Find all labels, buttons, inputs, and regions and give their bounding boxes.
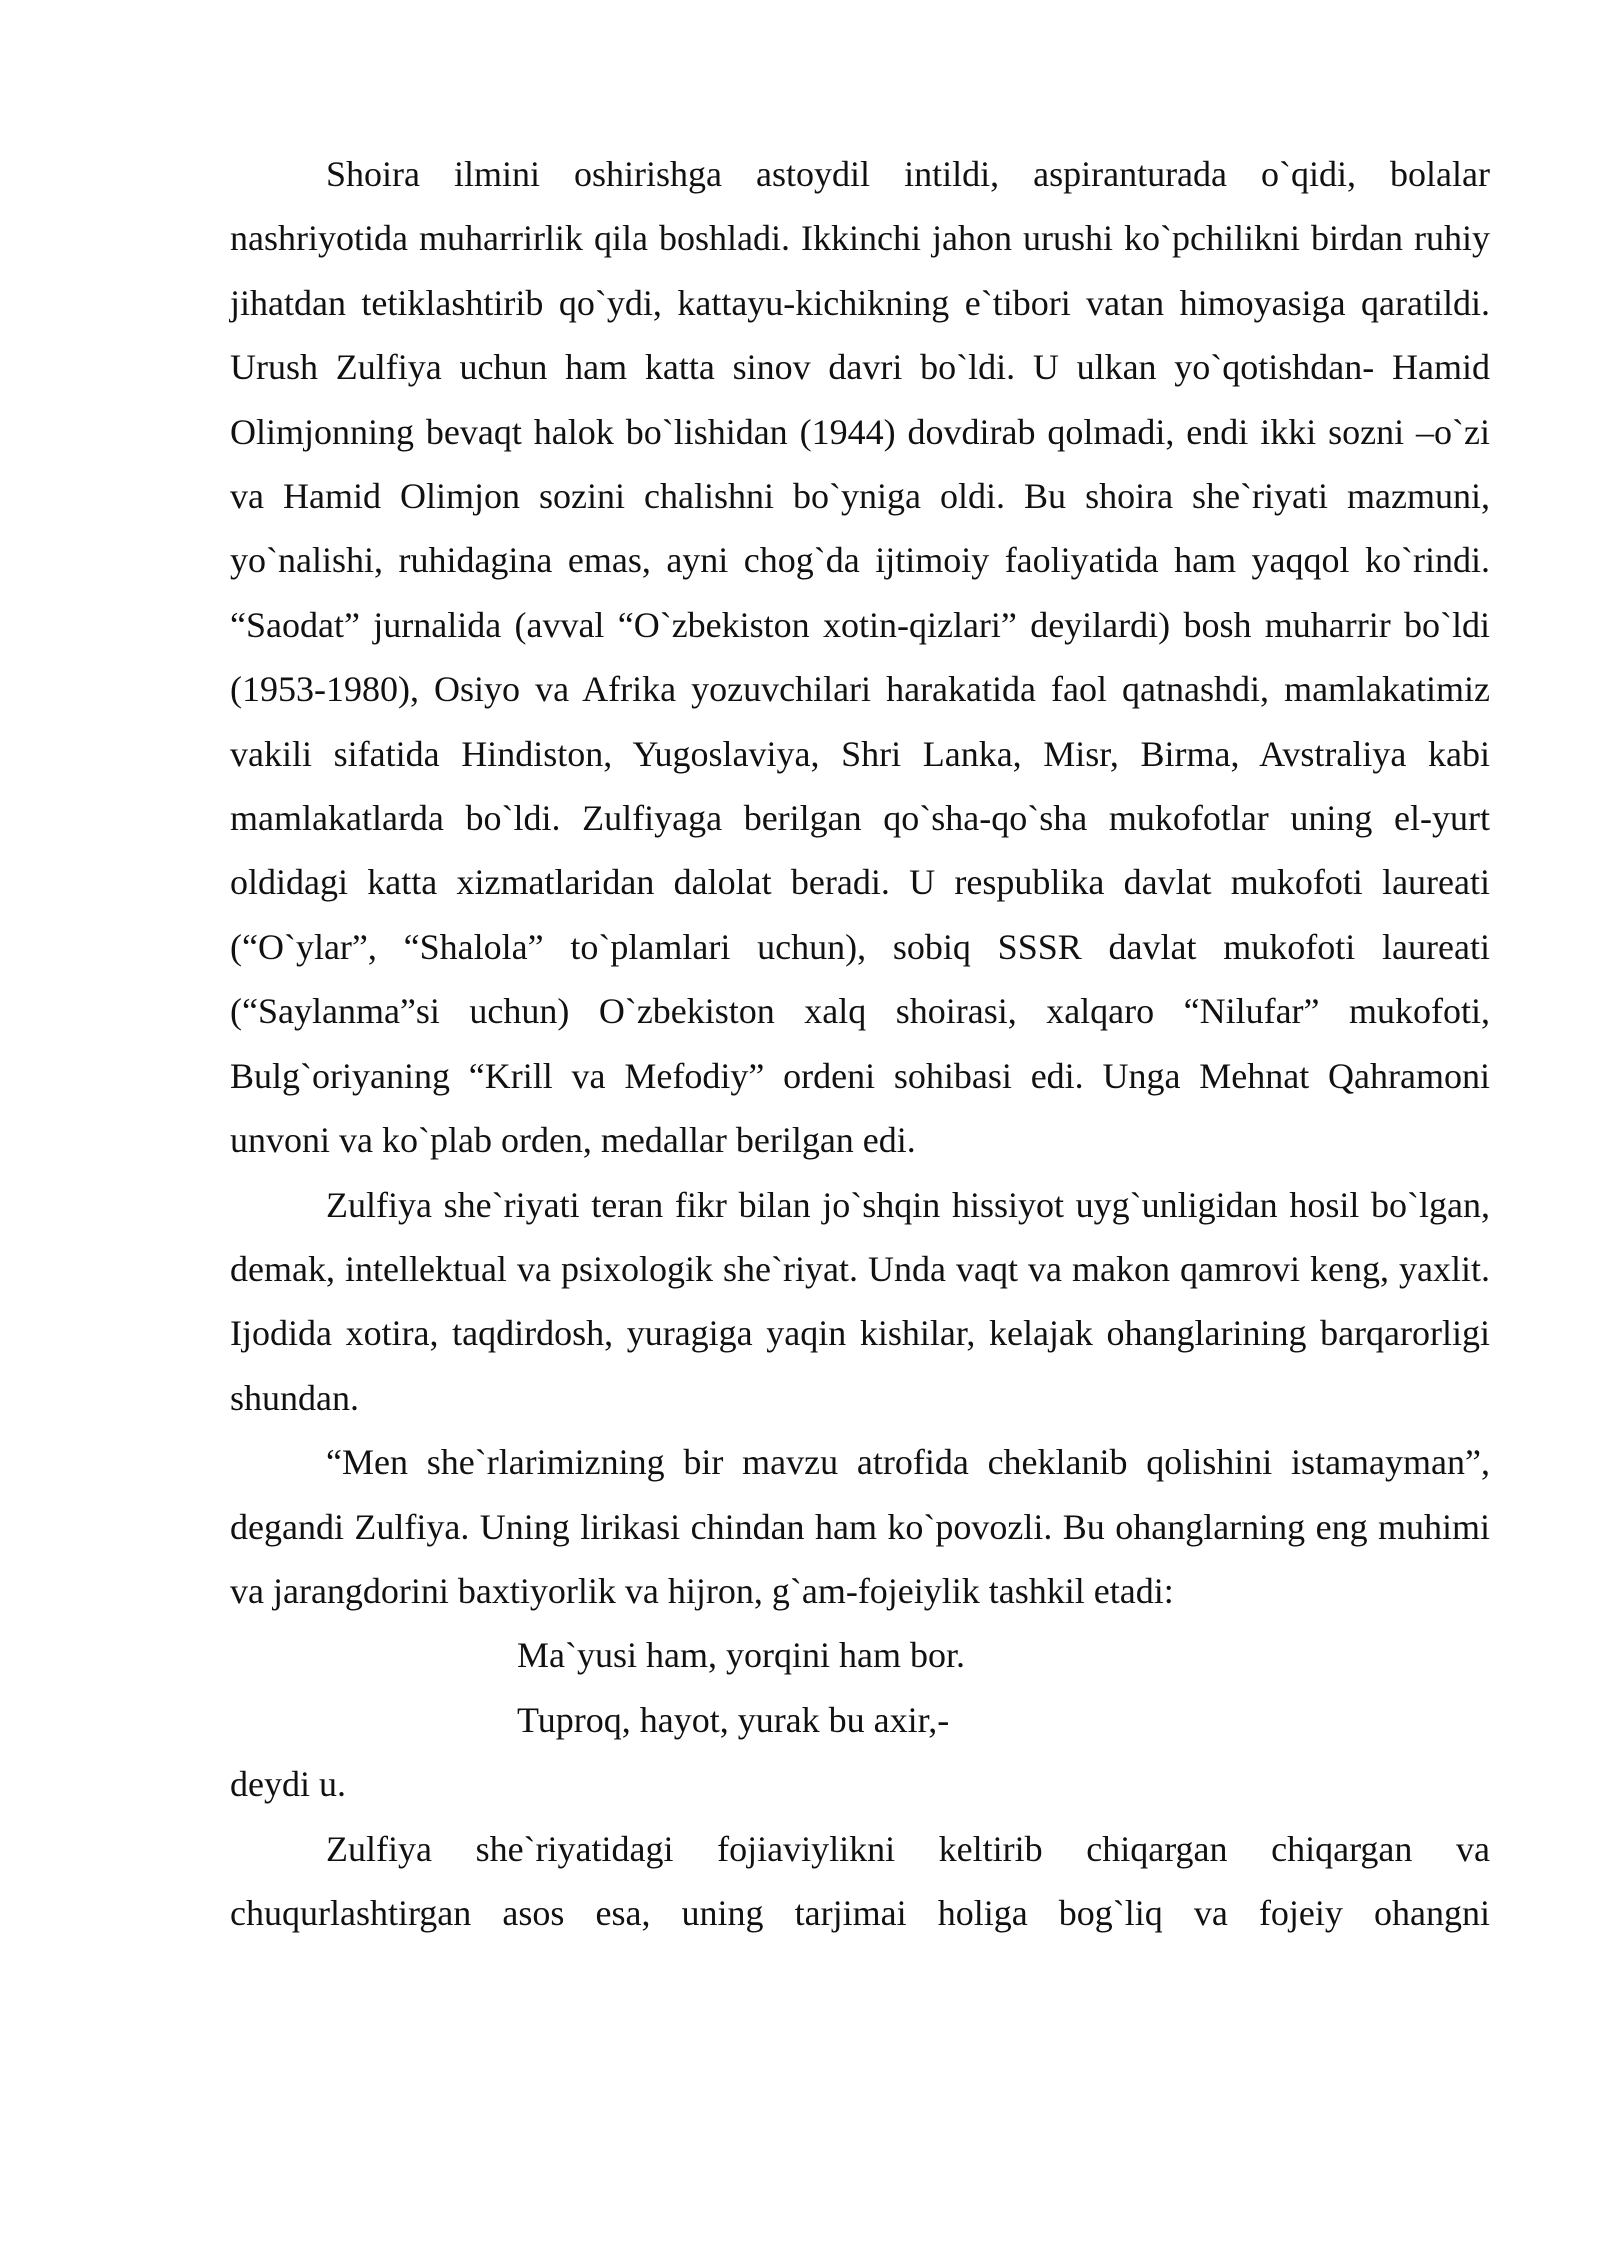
paragraph-quote: “Men she`rlarimizning bir mavzu atrofida cheklanib qolishini istamayman”, degandi Zulfiya. Uning lirikasi chindan ham ko`povozli. Bu ohanglarning eng muhimi va jarangdorini baxtiyorlik va hijron, g`am-fojeiylik tashkil etadi: [230, 1442, 1490, 1611]
verse-line-2: Tuproq, hayot, yurak bu axir,- [517, 1699, 950, 1740]
paragraph-continuation: deydi u. [230, 1764, 346, 1805]
paragraph-biography: Shoira ilmini oshirishga astoydil intildi, aspiranturada o`qidi, bolalar nashriyotida muharrirlik qila boshladi. Ikkinchi jahon urushi ko`pchilikni birdan ruhiy jihatdan tetiklashtirib qo`ydi, kattayu-kichikning e`tibori vatan himoyasiga qaratildi. Urush Zulfiya uchun ham katta sinov davri bo`ldi. U ulkan yo`qotishdan- Hamid Olimjonning bevaqt halok bo`lishidan (1944) dovdirab qolmadi, endi ikki sozni –o`zi va Hamid Olimjon sozini chalishni bo`yniga oldi. Bu shoira she`riyati mazmuni, yo`nalishi, ruhidagina emas, ayni chog`da ijtimoiy faoliyatida ham yaqqol ko`rindi. “Saodat” jurnalida (avval “O`zbekiston xotin-qizlari” deyilardi) bosh muharrir bo`ldi (1953-1980), Osiyo va Afrika yozuvchilari harakatida faol qatnashdi, mamlakatimiz vakili sifatida Hindiston, Yugoslaviya, Shri Lanka, Misr, Birma, Avstraliya kabi mamlakatlarda bo`ldi. Zulfiyaga berilgan qo`sha-qo`sha mukofotlar uning el-yurt oldidagi katta xizmatlaridan dalolat beradi. U respublika davlat mukofoti laureati (“O`ylar”, “Shalola” to`plamlari uchun), sobiq SSSR davlat mukofoti laureati (“Saylanma”si uchun) O`zbekiston xalq shoirasi, xalqaro “Nilufar” mukofoti, Bulg`oriyaning “Krill va Mefodiy” ordeni sohibasi edi. Unga Mehnat Qahramoni unvoni va ko`plab orden, medallar berilgan edi. [230, 154, 1490, 1161]
verse-line-1: Ma`yusi ham, yorqini ham bor. [517, 1635, 965, 1676]
document-page [230, 142, 1490, 1945]
paragraph-poetry-character: Zulfiya she`riyati teran fikr bilan jo`shqin hissiyot uyg`unligidan hosil bo`lgan, demak, intellektual va psixologik she`riyat. Unda vaqt va makon qamrovi keng, yaxlit. Ijodida xotira, taqdirdosh, yuragiga yaqin kishilar, kelajak ohanglarining barqarorligi shundan. [230, 1184, 1490, 1418]
paragraph-tragic-tone: Zulfiya she`riyatidagi fojiaviylikni keltirib chiqargan chiqargan va chuqurlashtirgan asos esa, uning tarjimai holiga bog`liq va fojeiy ohangni [230, 1828, 1490, 1933]
